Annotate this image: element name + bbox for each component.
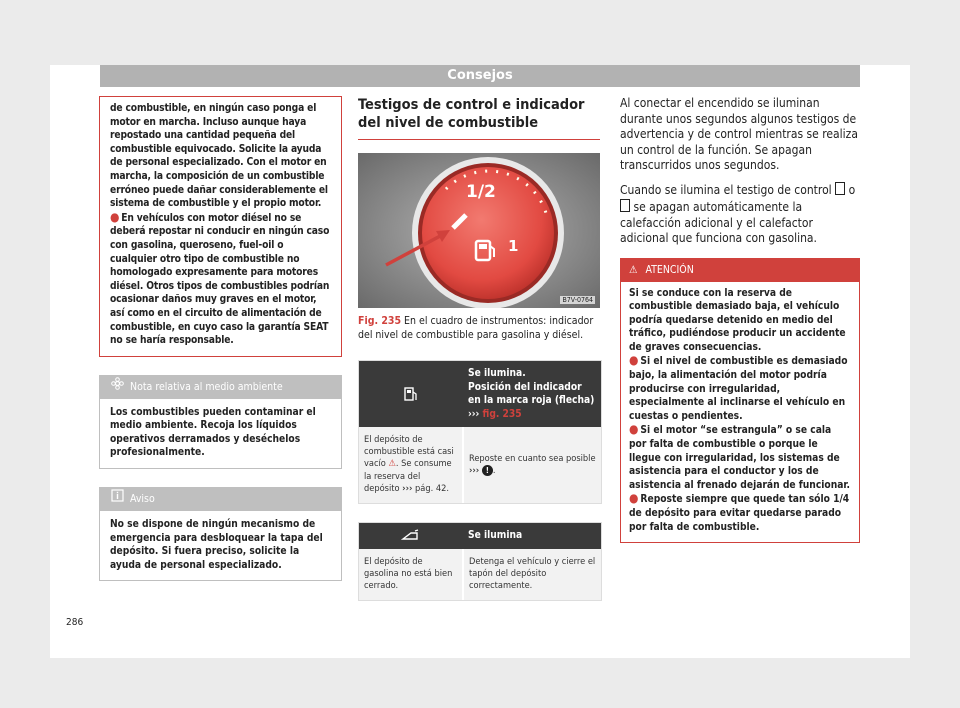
atencion-bullet: ● Si el nivel de combustible es demasiado bajo, la alimentación del motor podría producirse con irregularidad, especialmente al inclinarse el vehículo en cuestas o pendientes. xyxy=(629,353,848,422)
warning-triangle-icon: ⚠ xyxy=(629,263,638,276)
paragraph-2: Cuando se ilumina el testigo de control o se apagan automáticamente la calefacción adicional y el calefactor adicional que funciona con gasolina. xyxy=(620,182,856,245)
body-text xyxy=(620,96,860,247)
warning-text: de combustible, en ningún caso ponga el motor en marcha. Incluso aunque haya repostado una cantidad pequeña del combustible equivocado. Solicite la ayuda de personal especializado. Con el motor en marcha, la composición de un combustible erróneo puede dañar considerablemente el sistema de combustible y el propio motor. xyxy=(110,103,328,210)
atencion-bullet: ● Si el motor “se estrangula” o se cala por falta de combustible o porque le llegue con irregularidad, los sistemas de asistencia para el conductor y los de asistencia al frenado dejarán de funcionar. xyxy=(629,422,850,491)
column-middle xyxy=(358,96,600,601)
table-cell-action: Detenga el vehículo y cierre el tapón del depósito correctamente. xyxy=(469,555,596,591)
warning-box-continued xyxy=(99,96,342,357)
atencion-box xyxy=(620,258,860,544)
page-link[interactable]: pág. 42. xyxy=(415,482,449,494)
gauge-full-label: 1 xyxy=(508,237,519,255)
figure-code: B7V-0764 xyxy=(562,296,593,304)
column-left xyxy=(99,96,342,581)
indicator-table-2 xyxy=(358,522,602,601)
column-right xyxy=(620,96,860,543)
table-cell-condition: El depósito de gasolina no está bien cerrado. xyxy=(359,549,464,601)
env-note-title: Nota relativa al medio ambiente xyxy=(130,380,283,393)
table-header xyxy=(359,523,601,549)
table-row xyxy=(359,549,601,601)
figure-ref: Fig. 235 xyxy=(358,315,402,327)
paragraph-1: Al conectar el encendido se iluminan durante unos segundos algunos testigos de advertencia y de control mientras se realiza un control de la función. Se apagan transcurridos unos segundos. xyxy=(620,96,858,172)
warning-bullet: ● En vehículos con motor diésel no se deberá repostar ni conducir en ningún caso con gasolina, queroseno, fuel-oil o cualquier otro tipo de combustible no homologado expresamente para motores diésel. Otros tipos de combustibles podrían ocasionar daños muy graves en el motor, así como en el circuito de alimentación de combustible, en cuyo caso la garantía SEAT no se haría responsable. xyxy=(110,209,330,347)
env-note-header xyxy=(100,376,341,399)
atencion-bullet: ● Reposte siempre que quede tan sólo 1/4 de depósito para evitar quedarse parado por falta de combustible. xyxy=(629,491,850,533)
atencion-title: ATENCIÓN xyxy=(645,263,694,276)
indicator-table-1 xyxy=(358,360,602,504)
section-heading: Testigos de control e indicador del nivel de combustible xyxy=(358,96,600,140)
table-header-text: Se ilumina. Posición del indicador en la marca roja (flecha) ››› fig. 235 xyxy=(468,368,595,420)
table-header-text: Se ilumina xyxy=(468,530,523,542)
page-header: Consejos xyxy=(100,65,860,87)
env-note-box xyxy=(99,375,342,469)
atencion-intro: Si se conduce con la reserva de combustible demasiado baja, el vehículo podría quedarse detenido en medio del tráfico, pudiéndose producir un accidente de graves consecuencias. xyxy=(629,287,846,353)
aviso-header xyxy=(100,488,341,511)
aviso-title: Aviso xyxy=(130,493,155,506)
fig-link[interactable]: fig. 235 xyxy=(482,408,522,420)
bullet-icon: ● xyxy=(110,209,120,224)
atencion-header xyxy=(621,259,859,282)
fuel-gauge-figure xyxy=(358,153,600,308)
fuel-pump-icon xyxy=(359,361,462,427)
aviso-box xyxy=(99,487,342,581)
table-cell-condition: El depósito de combustible está casi vacío ⚠. Se consume la reserva del depósito ››› pág. 42. xyxy=(359,427,464,503)
table-cell-action: Reposte en cuanto sea posible ››› ! . xyxy=(469,452,596,476)
table-header xyxy=(359,361,601,427)
info-icon xyxy=(110,488,124,511)
page-number: 286 xyxy=(66,617,84,628)
aviso-text: No se dispone de ningún mecanismo de emergencia para desbloquear la tapa del depósito. Si fuera preciso, solicite la ayuda de personal especializado. xyxy=(110,519,323,571)
table-row xyxy=(359,427,601,503)
exclamation-icon: ! xyxy=(482,465,493,476)
atencion-body xyxy=(621,282,859,543)
figure-caption: Fig. 235 En el cuadro de instrumentos: indicador del nivel de combustible para gasolina y diésel. xyxy=(358,315,594,341)
fuel-pump-outline-icon xyxy=(620,199,630,212)
env-note-text: Los combustibles pueden contaminar el medio ambiente. Recoja los líquidos operativos derramados y deséchelos profesionalmente. xyxy=(110,406,316,459)
gauge-half-label: 1/2 xyxy=(466,182,496,202)
warning-triangle-icon: ⚠ xyxy=(388,458,396,470)
fuel-cap-icon xyxy=(359,523,462,549)
fuel-gauge-illustration xyxy=(358,153,600,308)
fuel-pump-icon xyxy=(835,182,845,195)
flower-icon xyxy=(110,376,124,399)
